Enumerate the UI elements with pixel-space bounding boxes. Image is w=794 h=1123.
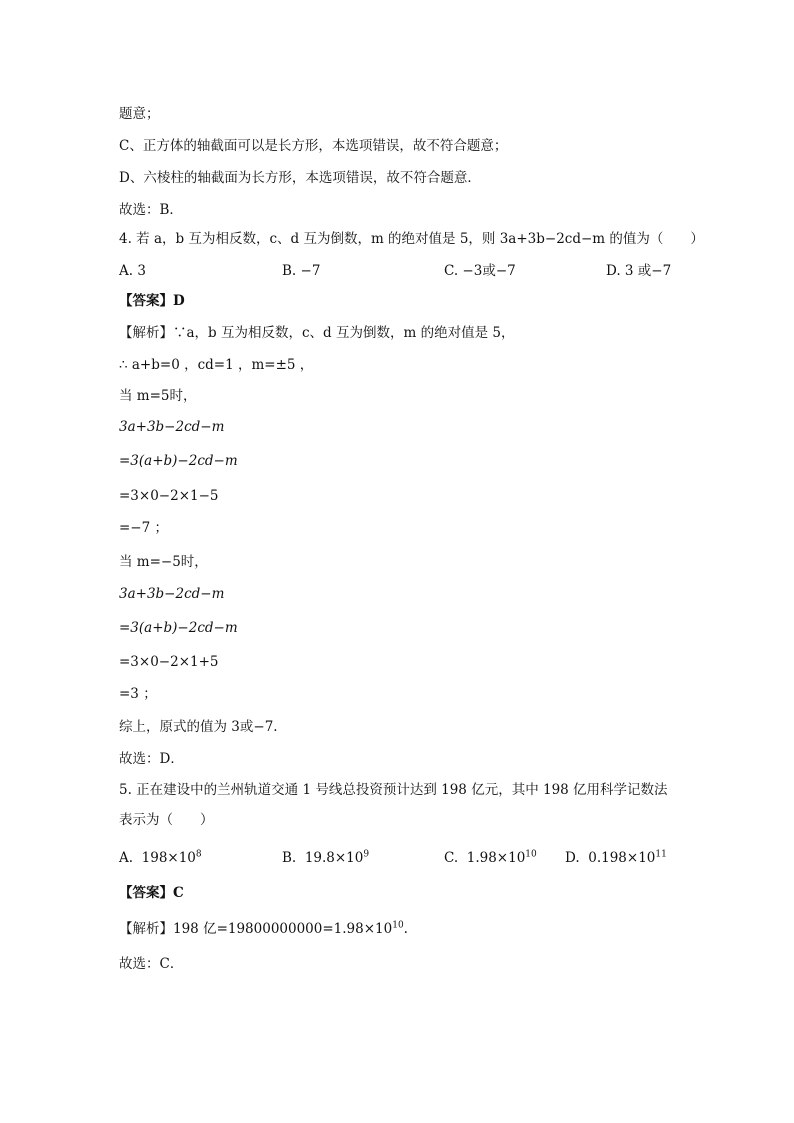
option-exponent: 9 <box>363 849 370 860</box>
option-exponent: 8 <box>195 849 202 860</box>
q4-solution-line: 故选：D． <box>119 751 184 767</box>
q4-option-b: B. −7 <box>282 263 321 279</box>
question-4-stem: 4. 若 a，b 互为相反数，c、d 互为倒数，m 的绝对值是 5，则 3a+3b−2cd−m 的值为（ ） <box>119 231 704 247</box>
text-line: 故选：B． <box>119 202 183 218</box>
q4-solution-line: 3a+3b−2cd−m <box>119 419 225 435</box>
option-value: 1.98×10 <box>466 850 526 866</box>
option-label: D. <box>565 850 580 866</box>
q4-answer: 【答案】D <box>119 293 185 309</box>
q4-solution-line: 【解析】∵a，b 互为相反数，c、d 互为倒数，m 的绝对值是 5， <box>119 325 515 341</box>
q4-solution-line: ∴ a+b=0 ，cd=1 ，m=±5 ， <box>119 357 314 373</box>
text-line: D、六棱柱的轴截面为长方形，本选项错误，故不符合题意． <box>119 170 481 186</box>
q4-solution-line: =3(a+b)−2cd−m <box>119 453 238 469</box>
option-value: 0.198×10 <box>588 850 656 866</box>
q4-option-d: D. 3 或−7 <box>606 263 672 279</box>
q4-option-a: A. 3 <box>119 263 146 279</box>
q4-solution-line: =3×0−2×1−5 <box>119 488 219 504</box>
q4-solution-line: =3 ； <box>119 686 157 702</box>
option-value: 19.8×10 <box>304 850 364 866</box>
q5-solution <box>119 920 408 938</box>
q5-solution-end: . <box>403 921 408 937</box>
q5-answer: 【答案】C <box>119 885 184 901</box>
option-value: 198×10 <box>141 850 196 866</box>
q5-solution-math: =19800000000=1.98×10 <box>216 921 393 937</box>
q5-option-d <box>565 849 667 867</box>
option-exponent: 10 <box>525 849 537 860</box>
option-label: A. <box>119 850 134 866</box>
q4-solution-line: 综上，原式的值为 3或−7. <box>119 719 278 735</box>
option-exponent: 11 <box>655 849 667 860</box>
option-label: C. <box>444 850 459 866</box>
question-5-stem: 表示为（ ） <box>119 812 214 828</box>
option-label: B. <box>282 850 297 866</box>
q5-option-c <box>444 849 537 867</box>
q5-option-a <box>119 849 202 867</box>
q4-option-c: C. −3或−7 <box>444 263 516 279</box>
text-line: 题意； <box>119 106 160 122</box>
q4-solution-line: 当 m=5时， <box>119 388 197 404</box>
q4-solution-line: =−7 ； <box>119 520 169 536</box>
q4-solution-line: 当 m=−5时， <box>119 554 208 570</box>
q5-solution-prefix: 【解析】198 亿 <box>119 921 217 937</box>
q5-final: 故选：C． <box>119 956 184 972</box>
question-5-stem: 5. 正在建设中的兰州轨道交通 1 号线总投资预计达到 198 亿元，其中 198 亿用科学记数法 <box>119 782 668 798</box>
q5-solution-exponent: 10 <box>392 920 404 931</box>
q5-option-b <box>282 849 369 867</box>
q4-solution-line: =3×0−2×1+5 <box>119 654 219 670</box>
q4-solution-line: 3a+3b−2cd−m <box>119 586 225 602</box>
q4-solution-line: =3(a+b)−2cd−m <box>119 620 238 636</box>
text-line: C、正方体的轴截面可以是长方形，本选项错误，故不符合题意； <box>119 138 508 154</box>
